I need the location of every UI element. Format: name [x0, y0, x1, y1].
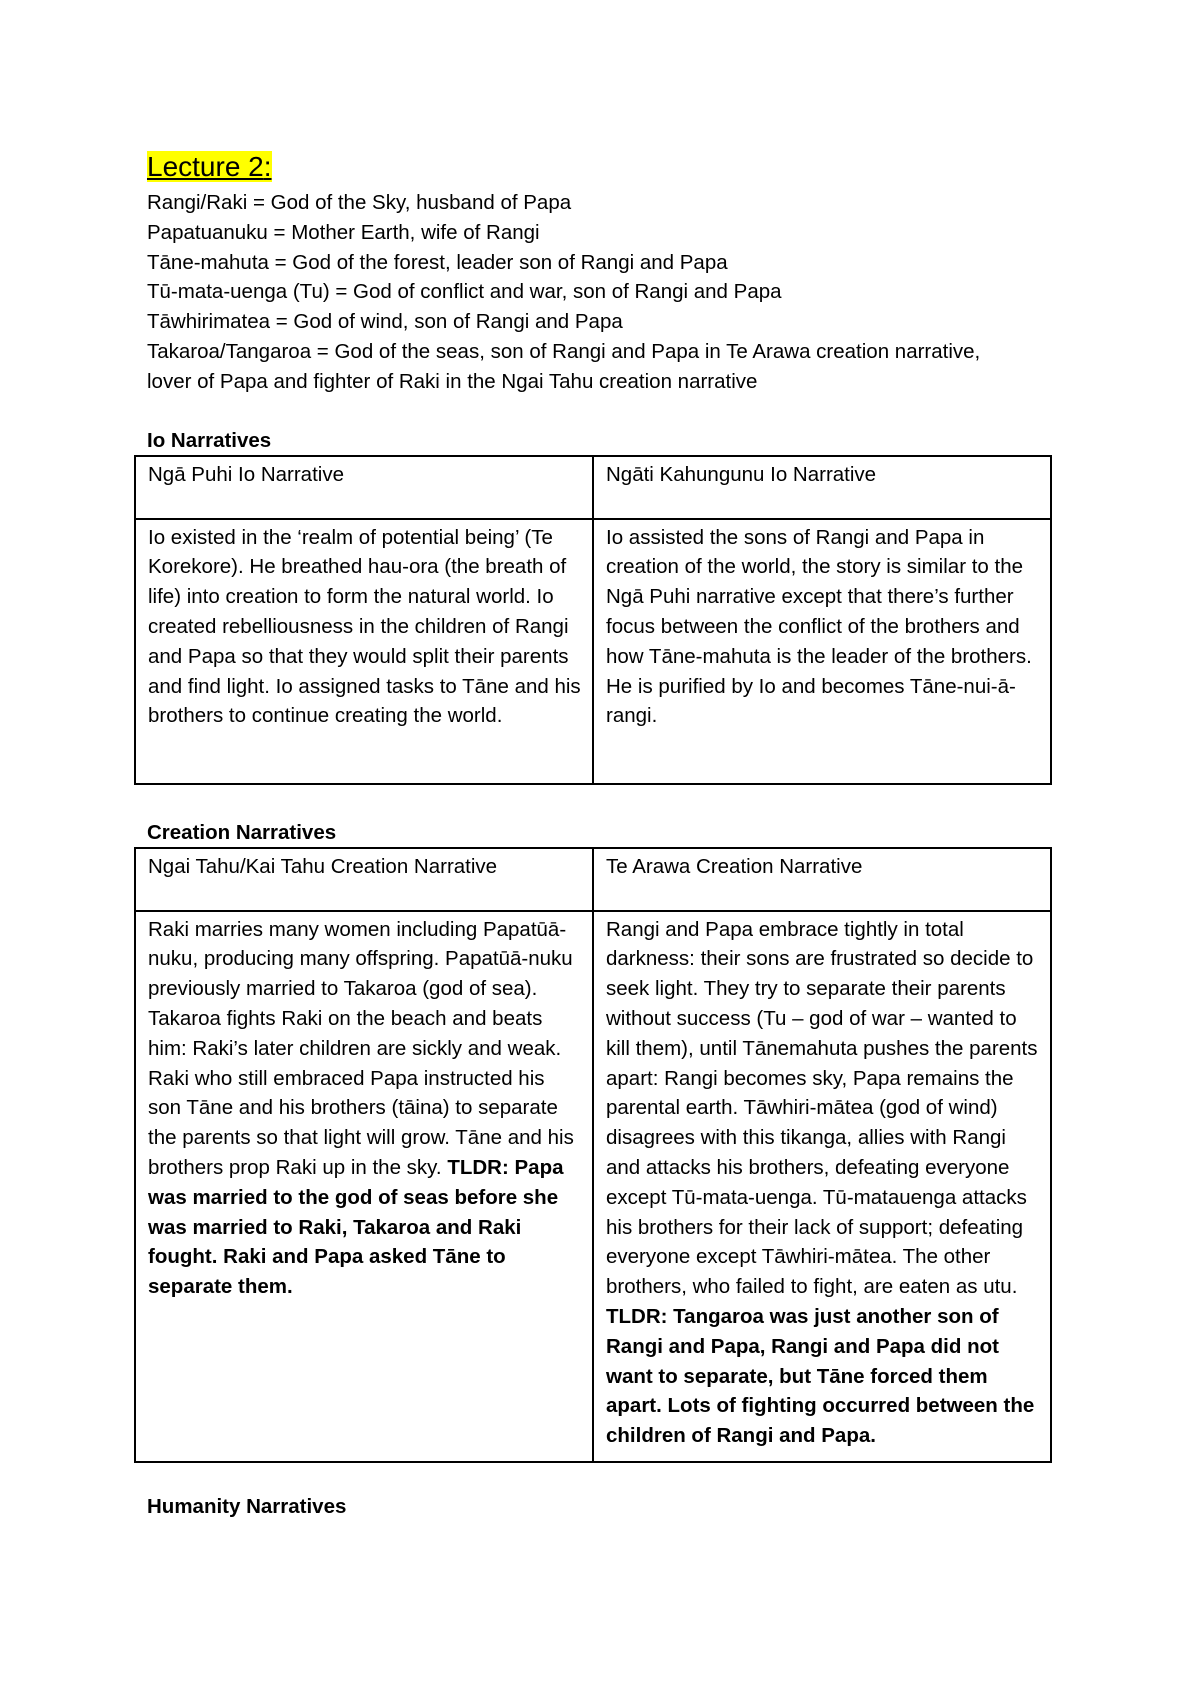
table-header-row: [135, 456, 1051, 519]
creation-left-cell: [135, 911, 593, 1462]
io-right-header: Ngāti Kahungunu Io Narrative: [593, 456, 1051, 519]
glossary-line: Tū-mata-uenga (Tu) = God of conflict and war, son of Rangi and Papa: [147, 280, 782, 304]
lecture-title-highlight: Lecture 2: [147, 151, 264, 182]
table-row: [135, 911, 1051, 1462]
creation-right-cell: [593, 911, 1051, 1462]
io-narratives-heading: Io Narratives: [147, 428, 272, 452]
document-page: [147, 150, 1057, 1521]
io-right-body: Io assisted the sons of Rangi and Papa in creation of the world, the story is similar to the Ngā Puhi narrative except that there’s further focus between the conflict of the brothers and how Tāne-mahuta is the leader of the brothers. He is purified by Io and becomes Tāne-nui-ā-rangi.: [593, 519, 1051, 784]
io-narratives-table: [134, 455, 1052, 785]
creation-left-tldr: TLDR: Papa was married to the god of seas before she was married to Raki, Takaroa and Raki fought. Raki and Papa asked Tāne to separate them.: [148, 1155, 564, 1299]
creation-right-tldr: TLDR: Tangaroa was just another son of Rangi and Papa, Rangi and Papa did not want to separate, but Tāne forced them apart. Lots of fighting occurred between the children of Rangi and Papa.: [606, 1304, 1035, 1448]
glossary-line: lover of Papa and fighter of Raki in the Ngai Tahu creation narrative: [147, 369, 758, 393]
glossary-line: Takaroa/Tangaroa = God of the seas, son of Rangi and Papa in Te Arawa creation narrative,: [147, 339, 981, 363]
table-row: [135, 519, 1051, 784]
lecture-title: [147, 150, 1057, 184]
io-left-header: Ngā Puhi Io Narrative: [135, 456, 593, 519]
io-left-body: Io existed in the ‘realm of potential being’ (Te Korekore). He breathed hau-ora (the breath of life) into creation to form the natural world. Io created rebelliousness in the children of Rangi and Papa so that they would split their parents and find light. Io assigned tasks to Tāne and his brothers to continue creating the world.: [135, 519, 593, 784]
glossary-line: Papatuanuku = Mother Earth, wife of Rangi: [147, 220, 540, 244]
creation-right-header: Te Arawa Creation Narrative: [593, 848, 1051, 911]
creation-right-body: Rangi and Papa embrace tightly in total darkness: their sons are frustrated so decide to seek light. They try to separate their parents without success (Tu – god of war – wanted to kill them), until Tānemahuta pushes the parents apart: Rangi becomes sky, Papa remains the parental earth. Tāwhiri-mātea (god of wind) disagrees with this tikanga, allies with Rangi and attacks his brothers, defeating everyone except Tū-mata-uenga. Tū-matauenga attacks his brothers for their lack of support; defeating everyone except Tāwhiri-mātea. The other brothers, who failed to fight, are eaten as utu.: [606, 917, 1038, 1299]
glossary-line: Tāne-mahuta = God of the forest, leader son of Rangi and Papa: [147, 250, 728, 274]
creation-narratives-heading: Creation Narratives: [147, 820, 337, 844]
lecture-title-colon: :: [263, 151, 272, 182]
glossary-list: [147, 188, 1057, 397]
creation-narratives-table: [134, 847, 1052, 1463]
creation-left-body: Raki marries many women including Papatūā-nuku, producing many offspring. Papatūā-nuku previously married to Takaroa (god of sea). Takaroa fights Raki on the beach and beats him: Raki’s later children are sickly and weak. Raki who still embraced Papa instructed his son Tāne and his brothers (tāina) to separate the parents so that light will grow. Tāne and his brothers prop Raki up in the sky.: [148, 917, 574, 1179]
humanity-narratives-heading: Humanity Narratives: [147, 1494, 347, 1518]
table-header-row: [135, 848, 1051, 911]
creation-left-header: Ngai Tahu/Kai Tahu Creation Narrative: [135, 848, 593, 911]
glossary-line: Tāwhirimatea = God of wind, son of Rangi and Papa: [147, 310, 623, 334]
glossary-line: Rangi/Raki = God of the Sky, husband of Papa: [147, 191, 572, 214]
